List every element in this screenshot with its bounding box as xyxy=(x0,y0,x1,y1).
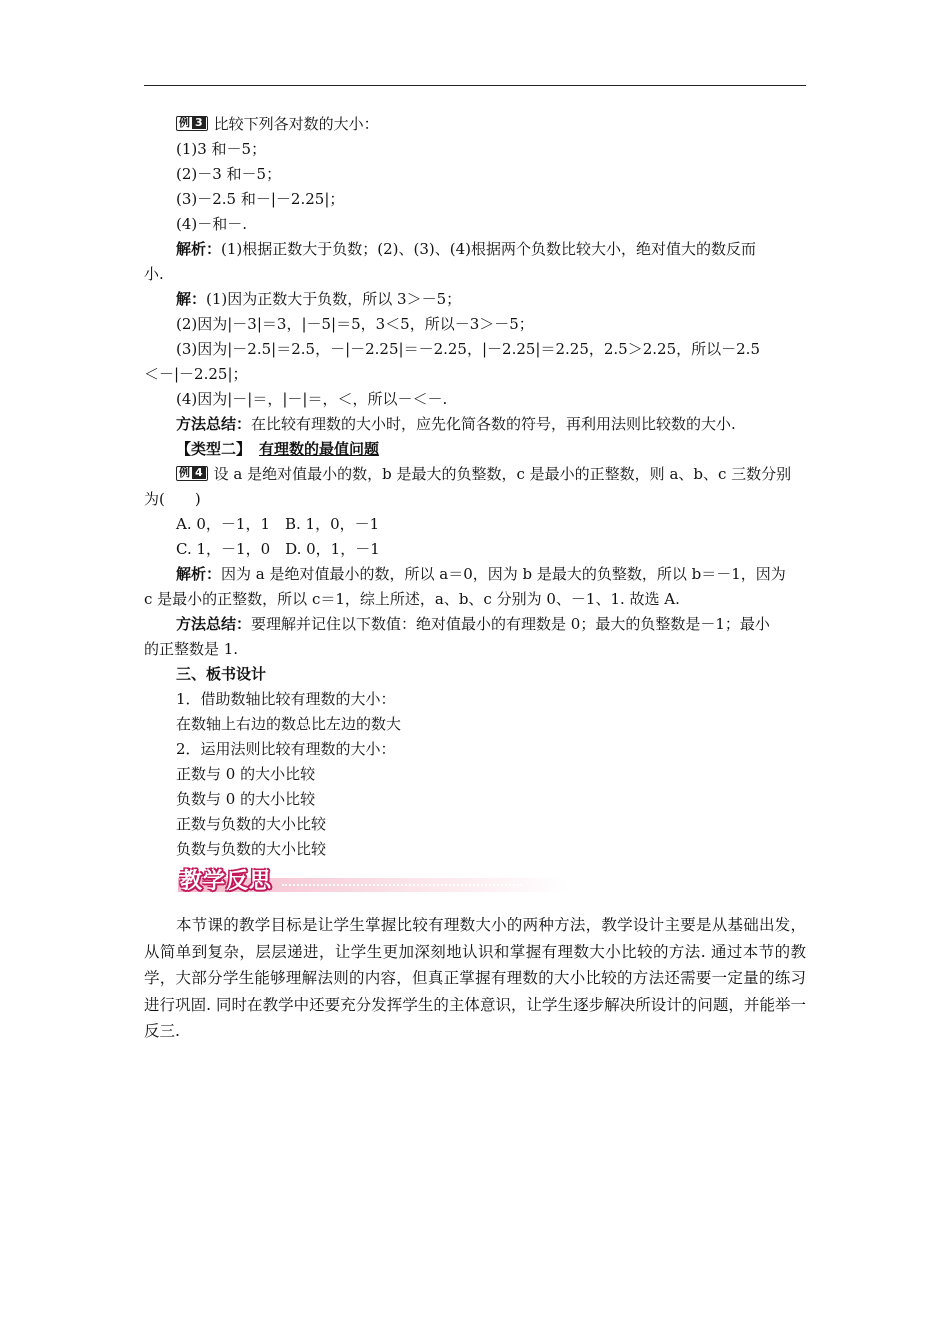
example3-solution-4: (4)因为|－|＝，|－|＝，＜，所以－＜－. xyxy=(176,390,448,408)
type2-heading xyxy=(144,437,806,462)
analysis-text: (1)根据正数大于负数；(2)、(3)、(4)根据两个负数比较大小，绝对值大的数反而 xyxy=(221,240,757,258)
badge-number: 3 xyxy=(192,117,206,129)
board-line-2: 在数轴上右边的数总比左边的数大 xyxy=(176,715,402,733)
example3-method xyxy=(144,412,806,437)
method-label: 方法总结： xyxy=(176,415,252,433)
example3-item-2: (2)－3 和－5； xyxy=(176,165,282,183)
example4-question-cont: 为( ) xyxy=(144,490,201,508)
example4-analysis xyxy=(144,562,806,587)
example4-analysis-cont: c 是最小的正整数，所以 c＝1，综上所述，a、b、c 分别为 0、－1、1. 故选 A. xyxy=(144,590,680,608)
board-heading: 三、板书设计 xyxy=(176,665,267,683)
content xyxy=(144,112,806,1045)
reflection-banner xyxy=(144,864,806,900)
example3-badge xyxy=(176,116,208,131)
example3-item-4: (4)－和－. xyxy=(176,215,248,233)
banner-dots xyxy=(282,884,522,886)
example3-analysis xyxy=(144,237,806,262)
badge-prefix: 例 xyxy=(179,116,190,129)
board-line-1: 1．借助数轴比较有理数的大小： xyxy=(176,690,396,708)
solution-label: 解： xyxy=(176,290,207,308)
banner-title: 教学反思 xyxy=(180,869,273,894)
header-rule xyxy=(144,85,806,86)
example3-solution-3: (3)因为|－2.5|＝2.5，－|－2.25|＝－2.25，|－2.25|＝2.25，2.5＞2.25，所以－2.5 xyxy=(176,340,760,358)
example3-analysis-cont: 小. xyxy=(144,265,164,283)
board-line-7: 负数与负数的大小比较 xyxy=(176,840,327,858)
board-line-6: 正数与负数的大小比较 xyxy=(176,815,327,833)
example4-question xyxy=(144,462,806,487)
analysis-text: 因为 a 是绝对值最小的数，所以 a＝0，因为 b 是最大的负整数，所以 b＝－1，因为 xyxy=(221,565,786,583)
example3-question xyxy=(144,112,806,137)
example4-options-2: C. 1，－1，0 D. 0，1，－1 xyxy=(176,540,380,558)
example3-question-text: 比较下列各对数的大小： xyxy=(213,115,379,133)
example4-badge xyxy=(176,466,208,481)
method-text: 在比较有理数的大小时，应先化简各数的符号，再利用法则比较数的大小. xyxy=(251,415,736,433)
analysis-label: 解析： xyxy=(176,565,222,583)
board-line-4: 正数与 0 的大小比较 xyxy=(176,765,316,783)
example4-method xyxy=(144,612,806,637)
board-line-5: 负数与 0 的大小比较 xyxy=(176,790,316,808)
example3-solution-2: (2)因为|－3|＝3，|－5|＝5，3＜5，所以－3＞－5； xyxy=(176,315,534,333)
example4-method-cont: 的正整数是 1. xyxy=(144,640,239,658)
example4-options-1: A. 0，－1，1 B. 1，0，－1 xyxy=(176,515,380,533)
badge-prefix: 例 xyxy=(179,466,190,479)
board-line-3: 2．运用法则比较有理数的大小： xyxy=(176,740,396,758)
badge-number: 4 xyxy=(192,467,206,479)
solution-text: (1)因为正数大于负数，所以 3＞－5； xyxy=(206,290,462,308)
reflection-text: 本节课的教学目标是让学生掌握比较有理数大小的两种方法，教学设计主要是从基础出发，从简单到复杂，层层递进，让学生更加深刻地认识和掌握有理数大小比较的方法. 通过本节的教学，大部分学生能够理解法则的内容，但真正掌握有理数的大小比较的方法还需要一定量的练习进行巩固. 同时在教学中还要充分发挥学生的主体意识，让学生逐步解决所设计的问题，并能举一反三. xyxy=(144,916,806,1040)
type-label: 【类型二】 xyxy=(176,440,252,458)
example3-solution xyxy=(144,287,806,312)
example3-item-3: (3)－2.5 和－|－2.25|； xyxy=(176,190,345,208)
method-text: 要理解并记住以下数值：绝对值最小的有理数是 0；最大的负整数是－1；最小 xyxy=(251,615,770,633)
method-label: 方法总结： xyxy=(176,615,252,633)
type-title: 有理数的最值问题 xyxy=(259,440,380,458)
example3-solution-3-cont: ＜－|－2.25|； xyxy=(144,365,248,383)
example3-item-1: (1)3 和－5； xyxy=(176,140,267,158)
analysis-label: 解析： xyxy=(176,240,222,258)
example4-question-text: 设 a 是绝对值最小的数，b 是最大的负整数，c 是最小的正整数，则 a、b、c 三数分别 xyxy=(213,465,792,483)
